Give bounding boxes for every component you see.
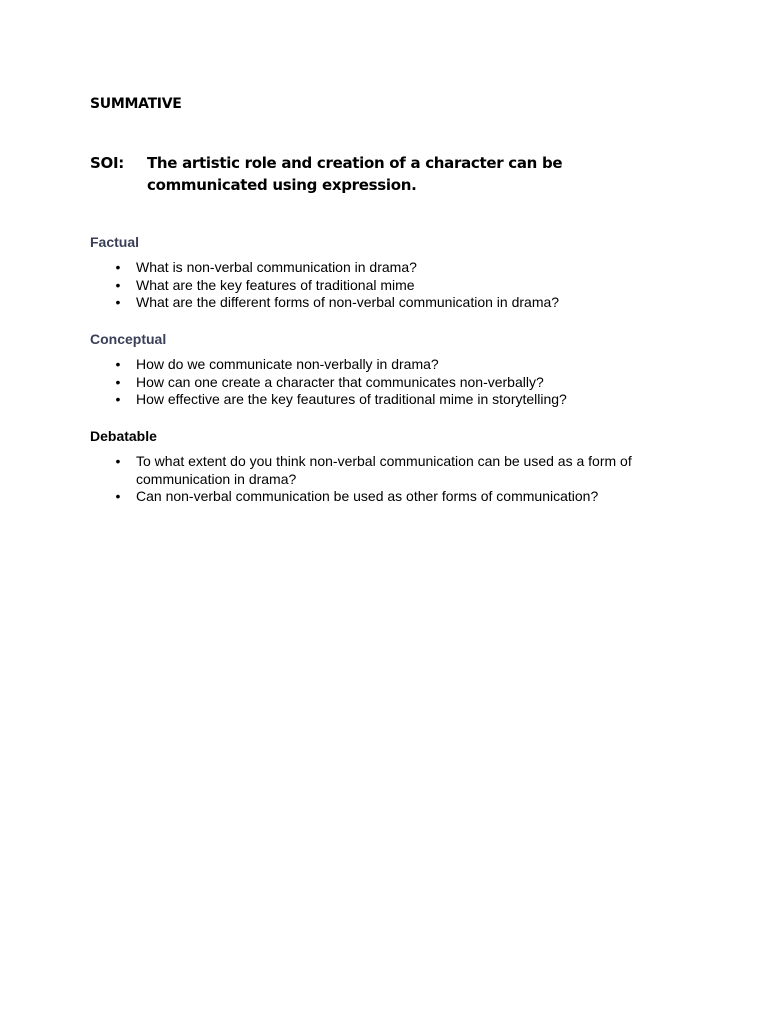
section-heading-factual: Factual — [90, 234, 140, 250]
list-item — [112, 294, 692, 312]
bullet-icon: • — [115, 391, 121, 407]
question-text: How effective are the key feautures of traditional mime in storytelling? — [136, 391, 567, 407]
question-text: How do we communicate non-verbally in drama? — [136, 356, 439, 372]
bullet-icon: • — [115, 453, 121, 469]
debatable-question-list — [112, 453, 692, 506]
question-text: What is non-verbal communication in drama? — [136, 259, 417, 275]
list-item — [112, 453, 692, 488]
conceptual-question-list — [112, 356, 692, 409]
list-item — [112, 259, 692, 277]
list-item — [112, 356, 692, 374]
question-text: How can one create a character that communicates non-verbally? — [136, 373, 544, 390]
section-heading-conceptual: Conceptual — [90, 331, 167, 347]
question-text: To what extent do you think non-verbal communication can be used as a form of communication in drama? — [136, 453, 632, 487]
document-title: SUMMATIVE — [90, 96, 182, 112]
soi-statement: The artistic role and creation of a character can be communicated using expression. — [147, 154, 563, 194]
bullet-icon: • — [115, 294, 121, 310]
list-item — [112, 391, 692, 409]
bullet-icon: • — [115, 276, 121, 293]
list-item — [112, 488, 692, 506]
list-item — [112, 277, 692, 295]
section-heading-debatable: Debatable — [90, 428, 157, 444]
question-text: What are the different forms of non-verbal communication in drama? — [136, 294, 560, 310]
soi-label: SOI: — [90, 154, 124, 172]
bullet-icon: • — [115, 356, 121, 372]
list-item — [112, 374, 692, 392]
question-text: What are the key features of traditional mime — [136, 276, 415, 293]
question-text: Can non-verbal communication be used as other forms of communication? — [136, 488, 599, 504]
bullet-icon: • — [115, 373, 121, 390]
factual-question-list — [112, 259, 692, 312]
bullet-icon: • — [115, 259, 121, 275]
bullet-icon: • — [115, 488, 121, 504]
